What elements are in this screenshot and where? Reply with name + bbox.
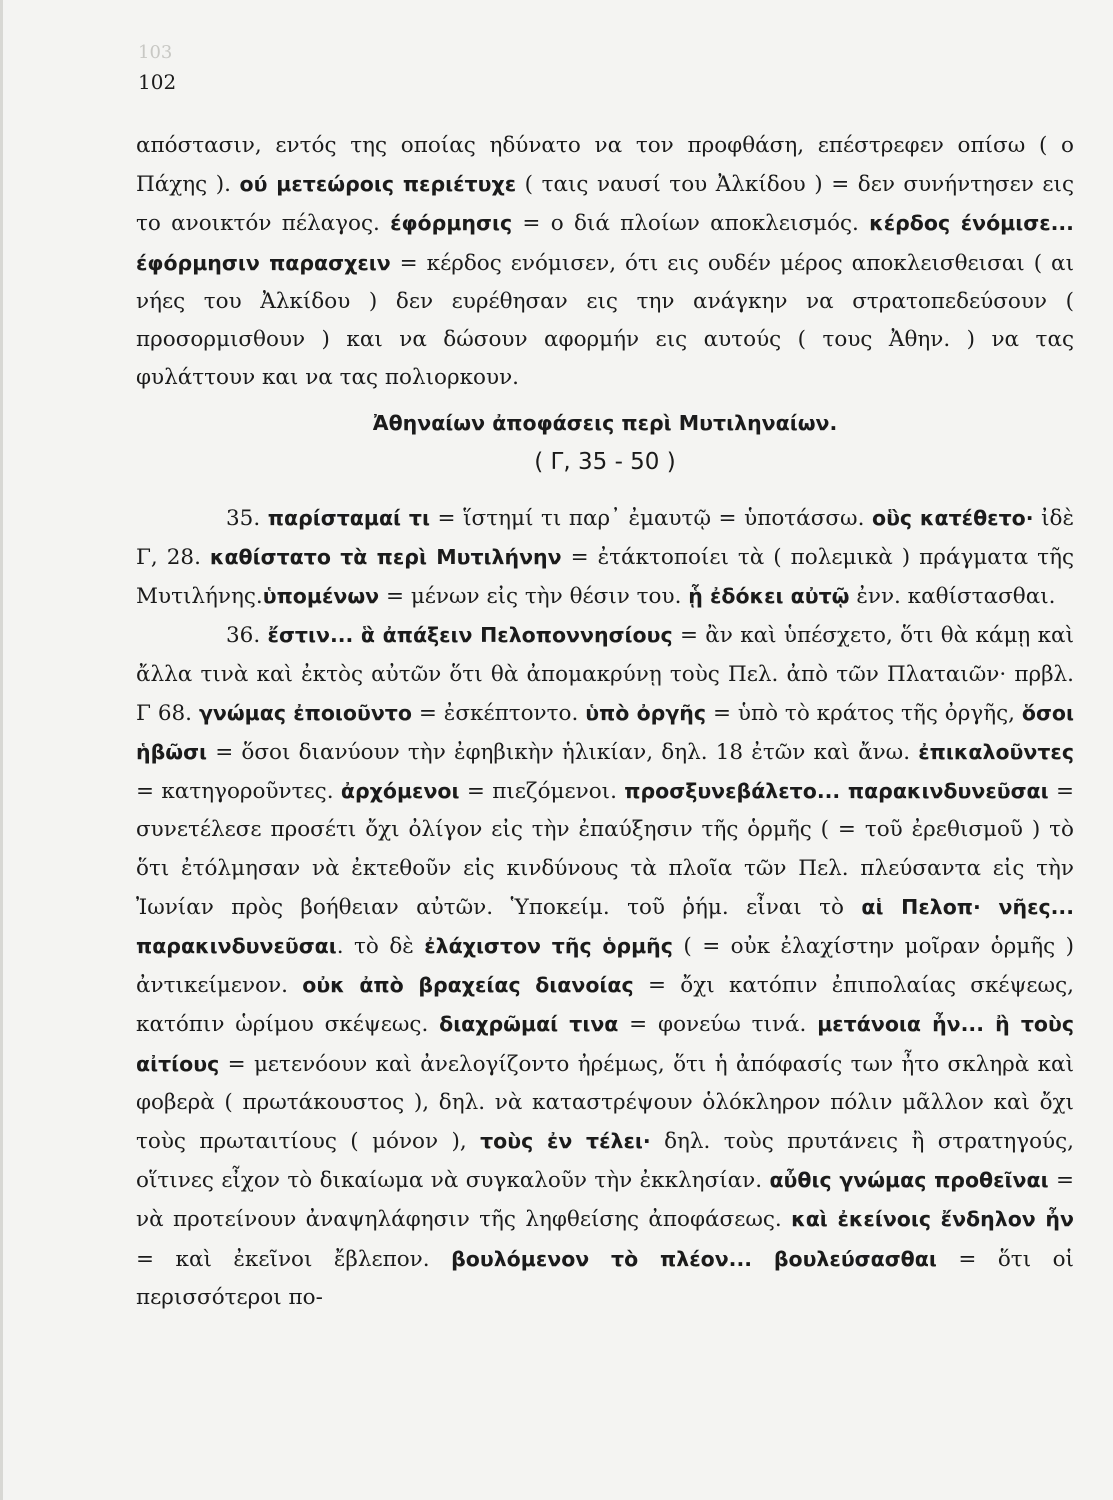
text-run: = πιεζόμενοι.: [459, 779, 625, 805]
lemma: τοὺς ἐν τέλει·: [480, 1129, 651, 1154]
lemma: μετάνοια ἦν... ἢ τοὺς αἰτίους: [136, 1012, 1074, 1076]
text-run: = καὶ ἐκεῖνοι ἔβλεπον.: [136, 1246, 452, 1272]
lemma: διαχρῶμαί τινα: [439, 1012, 619, 1037]
text-run: = νὰ προτείνουν ἀναψηλάφησιν τῆς ληφθείσης ἀποφάσεως.: [136, 1168, 1074, 1233]
page-edge-shadow: [0, 0, 3, 1500]
page-number: 102: [138, 70, 177, 94]
lemma: ὑπὸ ὀργῆς: [585, 700, 707, 725]
text-run: = ὑπὸ τὸ κράτος τῆς ὀργῆς,: [706, 700, 1022, 726]
text-run: = μένων εἰς τὴν θέσιν του.: [379, 584, 689, 610]
text-run: = ὅσοι διανύουν τὴν ἐφηβικὴν ἡλικίαν, δηλ. 18 ἐτῶν καὶ ἄνω.: [207, 740, 919, 766]
lemma: καὶ ἐκείνοις ἔνδηλον ἦν: [791, 1207, 1074, 1232]
section-heading: Ἀθηναίων ἀποφάσεις περὶ Μυτιληναίων.: [372, 411, 838, 436]
lemma: ἀρχόμενοι: [340, 779, 460, 804]
lemma: αἱ Πελοπ· νῆες... παρακινδυνεῦσαι: [136, 894, 1074, 959]
lemma: παρίσταμαί τι: [267, 505, 430, 530]
lemma: ὑπομένων: [262, 584, 380, 609]
lemma: βουλόμενον τὸ πλέον... βουλεύσασθαι: [451, 1246, 937, 1271]
text-run: ( ταις ναυσί του Ἀλκίδου ) = δεν συνήντησεν εις το ανοικτόν πέλαγος.: [136, 172, 1075, 237]
text-run: ἐνν. καθίστασθαι.: [849, 584, 1056, 610]
entry-35: [136, 499, 1074, 617]
lemma: ἔστιν... ἃ ἀπάξειν Πελοποννησίους: [267, 623, 673, 648]
lemma: αὖθις γνώμας προθεῖναι: [769, 1168, 1049, 1193]
text-run: ἰδὲ Γ, 28.: [136, 505, 1075, 571]
lemma: ἐπικαλοῦντες: [918, 740, 1074, 765]
lemma: ού μετεώροις περιέτυχε: [239, 172, 517, 197]
text-run: = ἵστημί τι παρ᾽ ἐμαυτῷ = ὑποτάσσω.: [429, 505, 872, 531]
lemma: οὐκ ἀπὸ βραχείας διανοίας: [302, 973, 634, 998]
text-run: δηλ. τοὺς πρυτάνεις ἢ στρατηγούς, οἵτινες εἶχον τὸ δικαίωμα νὰ συγκαλοῦν τὴν ἐκκλησίαν.: [136, 1129, 1074, 1194]
entry-number: 35.: [226, 505, 268, 531]
lemma: έφόρμησις: [390, 211, 513, 236]
text-run: = ὄχι κατόπιν ἐπιπολαίας σκέψεως, κατόπιν ὡρίμου σκέψεως.: [136, 973, 1074, 1038]
paragraph-continuation: [136, 127, 1074, 397]
text-run: = κέρδος ενόμισεν, ότι εις ουδέν μέρος αποκλεισθεισαι ( αι νήες του Ἀλκίδου ) δεν ευρέθησαν εις την ανάγκην να στρατοπεδεύσουν ( προσορμισθουν ) και να δώσουν αφορμήν εις αυτούς ( τους Ἀθην. ) να τας φυλάττουν και να τας πολιορκουν.: [136, 250, 1074, 391]
lemma: ᾗ ἐδόκει αὐτῷ: [688, 584, 850, 609]
entry-36: [136, 616, 1074, 1317]
text-run: = ὅτι οἱ περισσότεροι πο-: [136, 1246, 1074, 1310]
text-run: = ἂν καὶ ὑπέσχετο, ὅτι θὰ κάμῃ καὶ ἄλλα τινὰ καὶ ἐκτὸς αὐτῶν ὅτι θὰ ἀπομακρύνῃ τοὺς Πελ. ἀπὸ τῶν Πλαταιῶν· πρβλ. Γ 68.: [136, 623, 1075, 726]
bleed-through-page-number: 103: [138, 42, 173, 63]
text-run: = κατηγοροῦντες.: [136, 779, 341, 805]
lemma: κέρδος ένόμισε... έφόρμησιν παρασχειν: [136, 211, 1074, 275]
text-run: . τὸ δὲ: [336, 934, 425, 960]
lemma: γνώμας ἐποιοῦντο: [198, 700, 412, 725]
lemma: καθίστατο τὰ περὶ Μυτιλήνην: [209, 545, 562, 570]
text-run: = ἐτάκτοποίει τὰ ( πολεμικὰ ) πράγματα τῆς Μυτιλήνης.: [136, 545, 1074, 610]
text-run: απόστασιν, εντός της οποίας ηδύνατο να τον προφθάση, επέστρεφεν οπίσω ( ο Πάχης ).: [136, 133, 1074, 198]
lemma: προσξυνεβάλετο... παρακινδυνεῦσαι: [624, 779, 1049, 804]
entry-number: 36.: [226, 623, 268, 649]
lemma: ὅσοι ἡβῶσι: [136, 700, 1074, 765]
text-run: = φονεύω τινά.: [618, 1012, 818, 1038]
section-range: ( Γ, 35 - 50 ): [534, 448, 676, 475]
text-run: = μετενόουν καὶ ἀνελογίζοντο ἠρέμως, ὅτι ἡ ἀπόφασίς των ἦτο σκληρὰ καὶ φοβερὰ ( πρωτάκουστος ), δηλ. νὰ καταστρέψουν ὁλόκληρον πόλιν μᾶλλον καὶ ὄχι τοὺς πρωταιτίους ( μόνον ),: [136, 1051, 1074, 1155]
text-run: = ἐσκέπτοντο.: [411, 700, 586, 726]
text-run: ( = οὐκ ἐλαχίστην μοῖραν ὁρμῆς ) ἀντικείμενον.: [136, 934, 1074, 999]
commentary-text: [136, 127, 1074, 1317]
lemma: ἐλάχιστον τῆς ὁρμῆς: [424, 934, 673, 959]
text-run: = ο διά πλοίων αποκλεισμός.: [512, 211, 870, 237]
text-run: = συνετέλεσε προσέτι ὄχι ὀλίγον εἰς τὴν ἐπαύξησιν τῆς ὁρμῆς ( = τοῦ ἐρεθισμοῦ ) τὸ ὅτι ἐτόλμησαν νὰ ἐκτεθοῦν εἰς κινδύνους τὰ πλοῖα τῶν Πελ. πλεύσαντα εἰς τὴν Ἰωνίαν πρὸς βοήθειαν αὐτῶν. Ὑποκείμ. τοῦ ῥήμ. εἶναι τὸ: [136, 779, 1074, 920]
lemma: οὓς κατέθετο·: [871, 505, 1034, 530]
